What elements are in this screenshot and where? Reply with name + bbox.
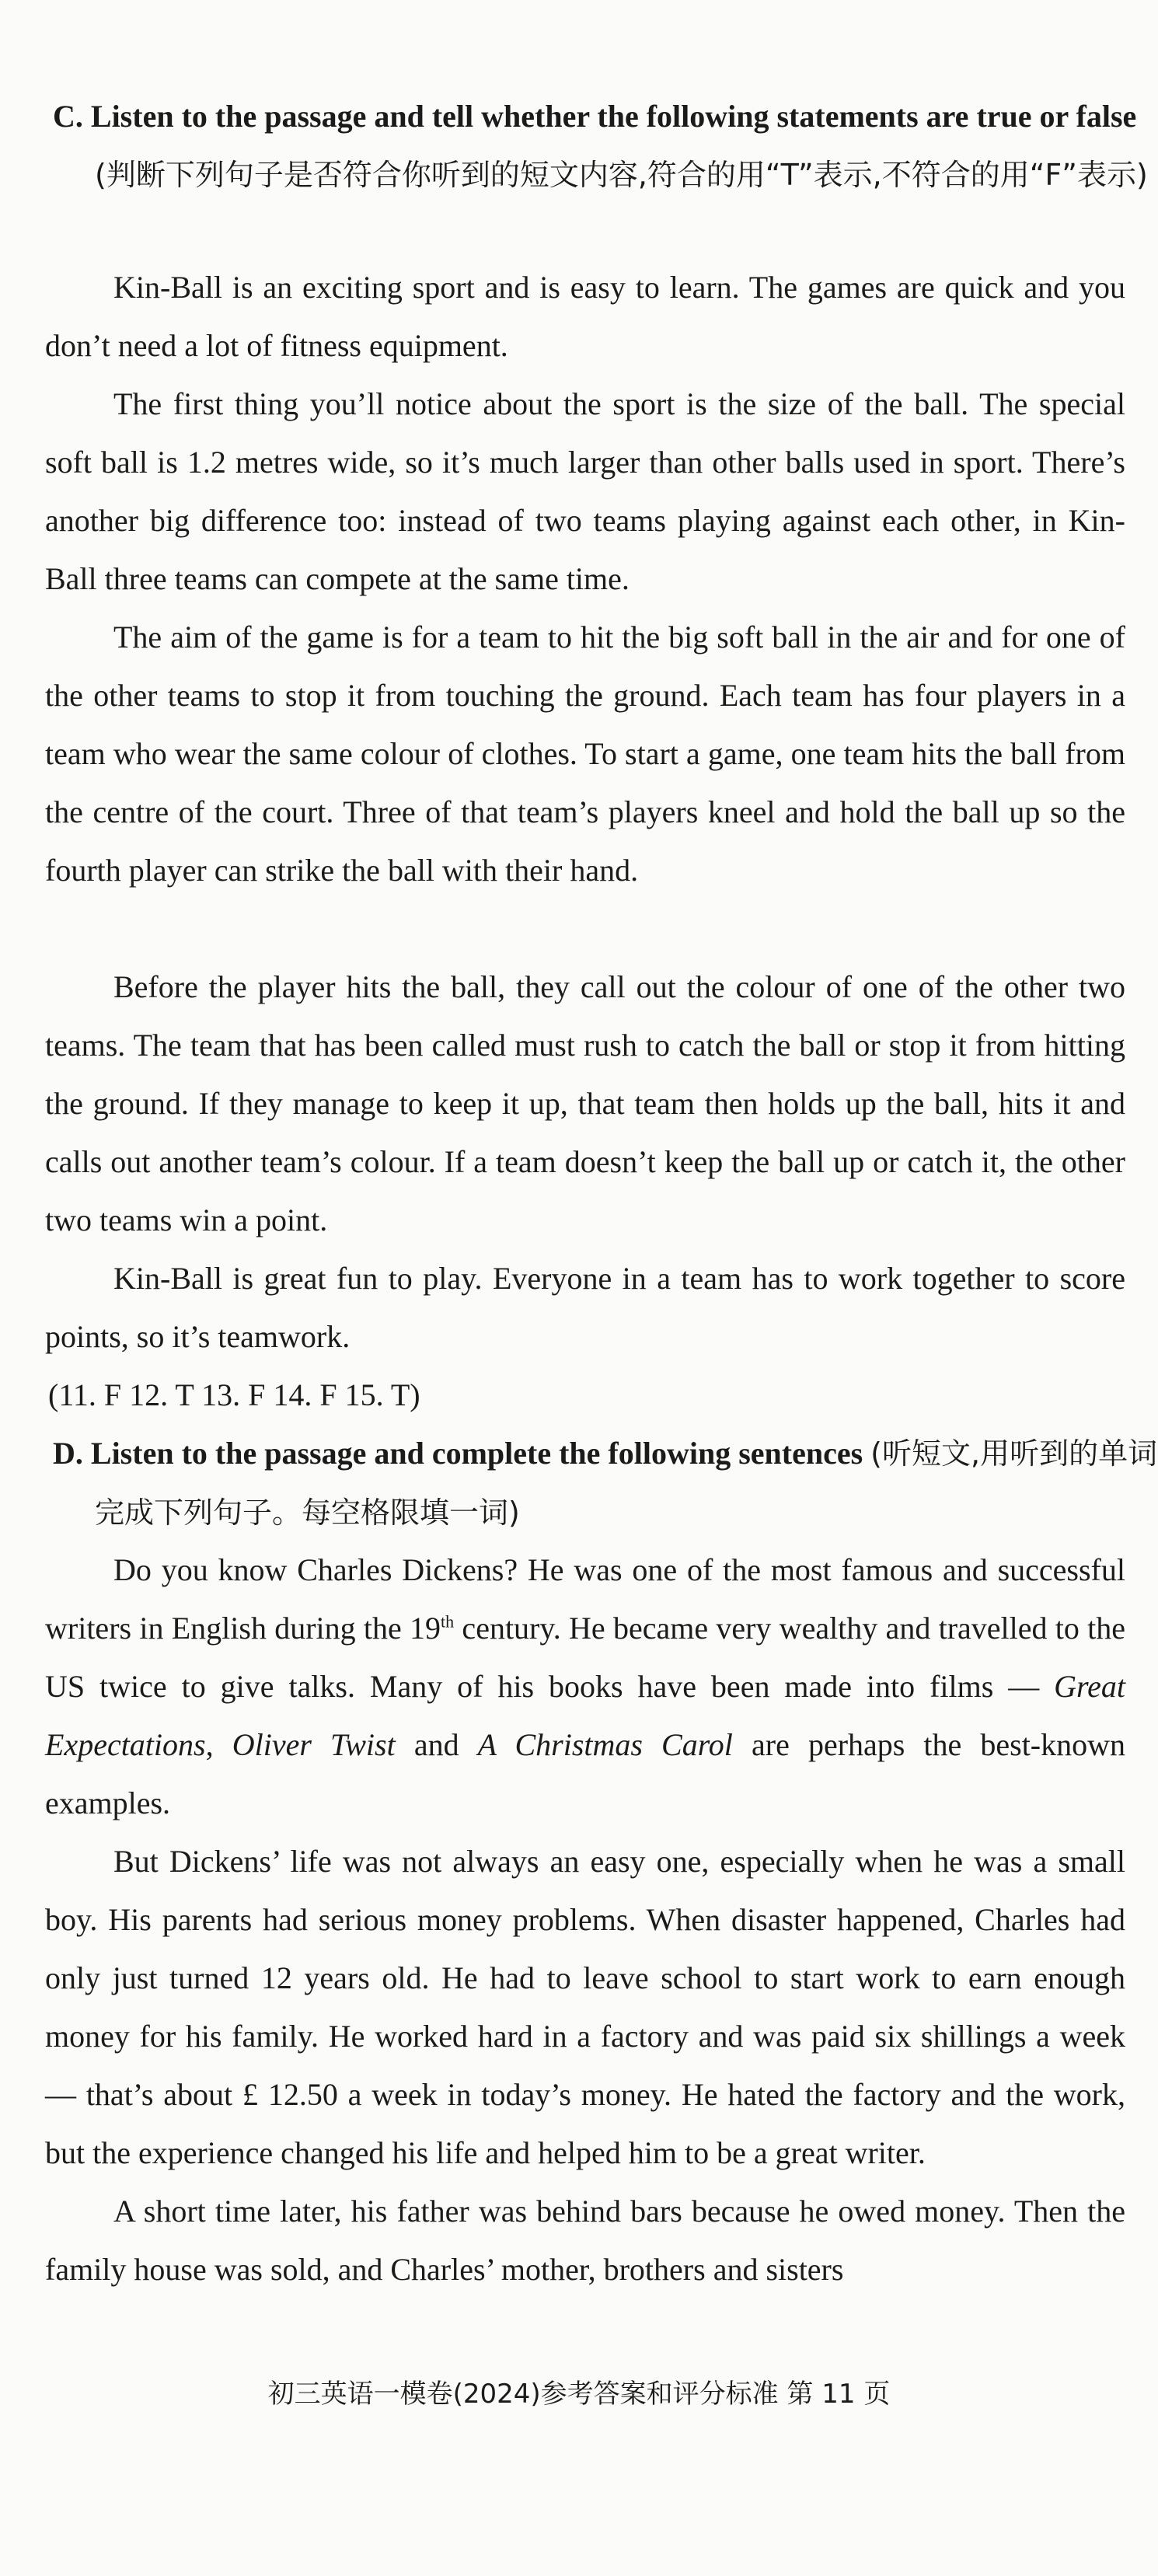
section-c-paragraph-2: The first thing you’ll notice about the sport is the size of the ball. The special soft ball is 1.2 metres wide, so it’s much larger than other balls used in sport. There’s another big difference too: instead of two teams playing against each other, in Kin-Ball three teams can compete at the same time. xyxy=(45,386,1125,596)
section-d-p1-text-c: , xyxy=(205,1727,232,1762)
book-title-oliver-twist: Oliver Twist xyxy=(232,1727,396,1762)
section-c-heading-en: C. Listen to the passage and tell whether the following statements are true or false xyxy=(53,99,1137,134)
section-d-paragraph-1 xyxy=(45,1541,1125,1832)
ordinal-suffix: th xyxy=(441,1611,455,1632)
section-d-heading xyxy=(53,1424,1158,1542)
section-d-p1-text-e: are perhaps the best-known examples. xyxy=(45,1727,1126,1820)
section-c-paragraph-5: Kin-Ball is great fun to play. Everyone in a team has to work together to score points, so it’s teamwork. xyxy=(45,1261,1125,1354)
section-d-paragraph-3: A short time later, his father was behind bars because he owed money. Then the family house was sold, and Charles’ mother, brothers and sisters xyxy=(45,2194,1125,2287)
section-d-paragraph-2: But Dickens’ life was not always an easy one, especially when he was a small boy. His parents had serious money problems. When disaster happened, Charles had only just turned 12 years old. He had to leave school to start work to earn enough money for his family. He worked hard in a factory and was paid six shillings a week — that’s about £ 12.50 a week in today’s money. He hated the factory and the work, but the experience changed his life and helped him to be a great writer. xyxy=(45,1844,1125,2170)
page-footer: 初三英语一模卷(2024)参考答案和评分标准 第 11 页 xyxy=(267,2379,891,2410)
section-c-heading xyxy=(53,87,1158,204)
section-c-answers: (11. F 12. T 13. F 14. F 15. T) xyxy=(48,1377,420,1412)
section-c-paragraph-4: Before the player hits the ball, they call out the colour of one of the other two teams. The team that has been called must rush to catch the ball or stop it from hitting the ground. If they manage to keep it up, that team then holds up the ball, hits it and calls out another team’s colour. If a team doesn’t keep the ball up or catch it, the other two teams win a point. xyxy=(45,969,1125,1237)
section-d-p1-text-d: and xyxy=(395,1727,478,1762)
section-d-p1-text-a: Do you know Charles Dickens? He was one of the most famous and successful writers in English during the 19 xyxy=(45,1552,1125,1646)
section-c-paragraph-1: Kin-Ball is an exciting sport and is easy to learn. The games are quick and you don’t need a lot of fitness equipment. xyxy=(45,270,1125,363)
section-c-heading-cn: (判断下列句子是否符合你听到的短文内容,符合的用“T”表示,不符合的用“F”表示) xyxy=(95,158,1148,192)
section-d-heading-cn: (听短文,用听到的单词完成下列句子。每空格限填一词) xyxy=(95,1436,1158,1530)
book-title-great-expectations: Great Expectations xyxy=(45,1669,1125,1762)
section-d-heading-en: D. Listen to the passage and complete the following sentences xyxy=(53,1436,863,1471)
section-d-p1-text-b: century. He became very wealthy and travelled to the US twice to give talks. Many of his books have been made into films — xyxy=(45,1611,1126,1704)
book-title-a-christmas-carol: A Christmas Carol xyxy=(477,1727,733,1762)
section-c-paragraph-3: The aim of the game is for a team to hit the big soft ball in the air and for one of the other teams to stop it from touching the ground. Each team has four players in a team who wear the same colour of clothes. To start a game, one team hits the ball from the centre of the court. Three of that team’s players kneel and hold the ball up so the fourth player can strike the ball with their hand. xyxy=(45,620,1125,888)
